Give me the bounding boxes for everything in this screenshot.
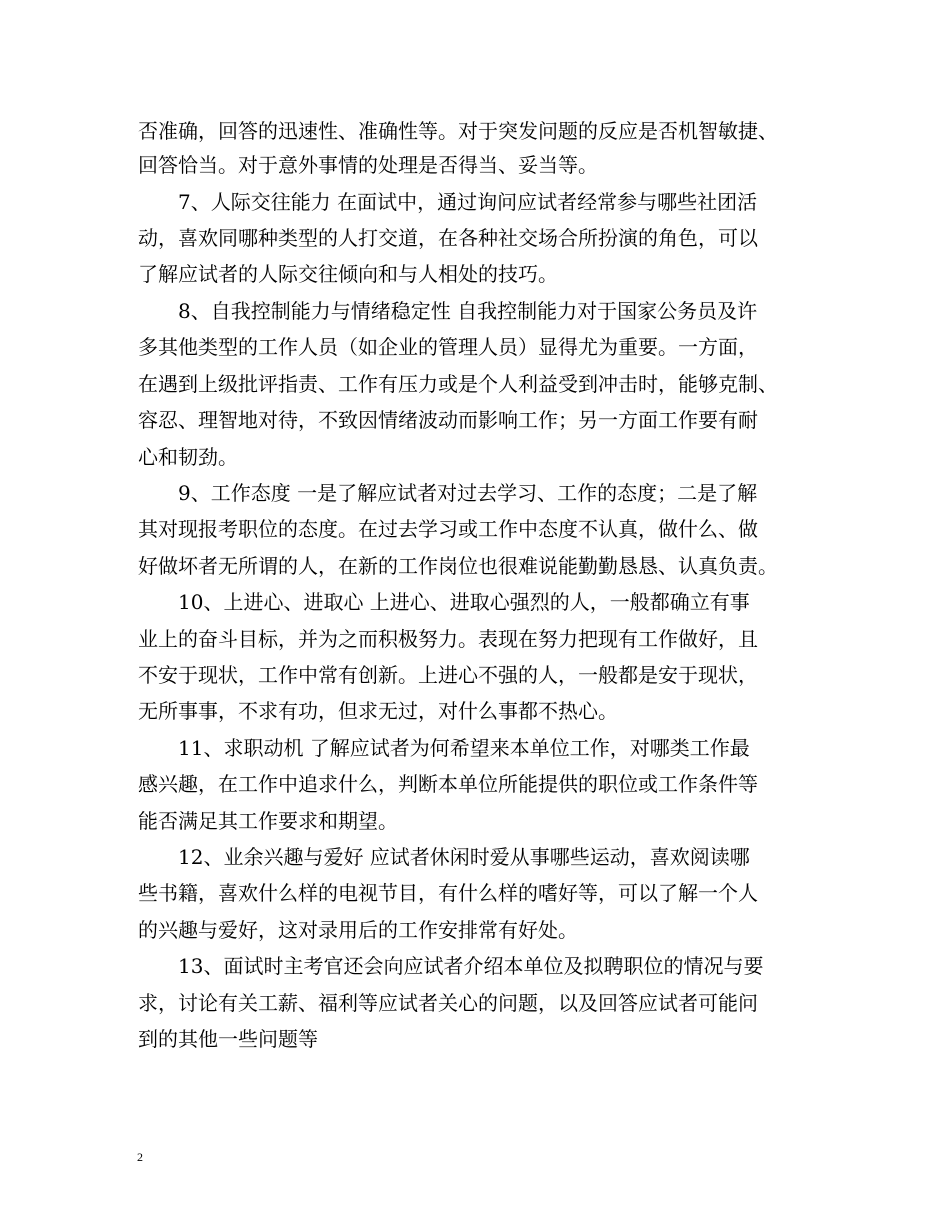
text-line: 的兴趣与爱好，这对录用后的工作安排常有好处。 <box>138 918 578 942</box>
text-line: 在遇到上级批评指责、工作有压力或是个人利益受到冲击时，能够克制、 <box>138 372 778 396</box>
paragraph-13-first-line: 13、面试时主考官还会向应试者介绍本单位及拟聘职位的情况与要 <box>178 954 764 978</box>
paragraph-7-first-line: 7、人际交往能力 在面试中，通过询问应试者经常参与哪些社团活 <box>178 190 758 214</box>
paragraph-8-first-line: 8、自我控制能力与情绪稳定性 自我控制能力对于国家公务员及许 <box>178 299 758 323</box>
text-line: 好做坏者无所谓的人，在新的工作岗位也很难说能勤勤恳恳、认真负责。 <box>138 554 778 578</box>
paragraph-12-first-line: 12、业余兴趣与爱好 应试者休闲时爱从事哪些运动，喜欢阅读哪 <box>178 845 750 869</box>
text-line: 些书籍，喜欢什么样的电视节目，有什么样的嗜好等，可以了解一个人 <box>138 881 758 905</box>
text-line: 求，讨论有关工薪、福利等应试者关心的问题，以及回答应试者可能问 <box>138 991 758 1015</box>
page-number: 2 <box>137 1150 143 1164</box>
text-line: 业上的奋斗目标，并为之而积极努力。表现在努力把现有工作做好，且 <box>138 627 758 651</box>
text-line: 容忍、理智地对待，不致因情绪波动而影响工作；另一方面工作要有耐 <box>138 408 758 432</box>
text-line: 其对现报考职位的态度。在过去学习或工作中态度不认真，做什么、做 <box>138 517 758 541</box>
paragraph-11-first-line: 11、求职动机 了解应试者为何希望来本单位工作，对哪类工作最 <box>178 736 750 760</box>
text-line: 否准确，回答的迅速性、准确性等。对于突发问题的反应是否机智敏捷、 <box>138 119 778 143</box>
text-line: 能否满足其工作要求和期望。 <box>138 809 398 833</box>
text-line: 到的其他一些问题等 <box>138 1027 318 1051</box>
text-line: 不安于现状，工作中常有创新。上进心不强的人，一般都是安于现状， <box>138 663 758 687</box>
text-line: 回答恰当。对于意外事情的处理是否得当、妥当等。 <box>138 153 598 177</box>
text-line: 了解应试者的人际交往倾向和与人相处的技巧。 <box>138 262 558 286</box>
text-line: 心和韧劲。 <box>138 445 238 469</box>
text-line: 多其他类型的工作人员（如企业的管理人员）显得尤为重要。一方面， <box>138 335 758 359</box>
paragraph-9-first-line: 9、工作态度 一是了解应试者对过去学习、工作的态度；二是了解 <box>178 481 758 505</box>
paragraph-10-first-line: 10、上进心、进取心 上进心、进取心强烈的人，一般都确立有事 <box>178 590 750 614</box>
text-line: 无所事事，不求有功，但求无过，对什么事都不热心。 <box>138 699 618 723</box>
text-line: 感兴趣，在工作中追求什么，判断本单位所能提供的职位或工作条件等 <box>138 772 758 796</box>
text-line: 动，喜欢同哪种类型的人打交道，在各种社交场合所扮演的角色，可以 <box>138 226 758 250</box>
